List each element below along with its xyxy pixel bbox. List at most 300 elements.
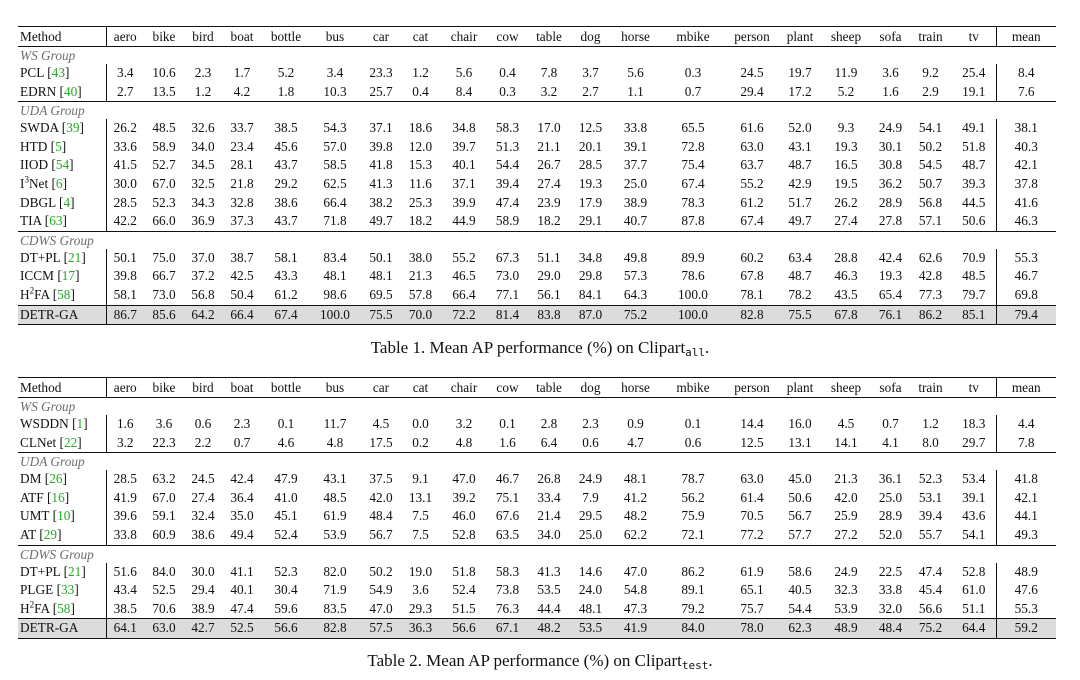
value-cell: 42.0 <box>369 489 393 505</box>
value-cell: 56.7 <box>369 526 393 542</box>
value-cell: 18.2 <box>408 213 433 229</box>
table-2-caption <box>0 650 1080 674</box>
value-cell: 23.4 <box>230 138 254 154</box>
value-cell: 43.7 <box>274 157 298 173</box>
value-cell: 27.4 <box>834 213 858 229</box>
table-1-caption <box>0 337 1080 361</box>
method-cell: PCL [43] <box>18 64 106 83</box>
value-cell: 8.0 <box>922 434 939 450</box>
value-cell: 41.2 <box>623 489 648 505</box>
value-cell: 24.5 <box>191 471 215 487</box>
header-mean: mean <box>996 27 1056 47</box>
value-cell: 63.0 <box>740 138 764 154</box>
header-cow: cow <box>496 380 519 395</box>
value-cell: 37.3 <box>230 213 254 229</box>
citation-link[interactable]: 39 <box>66 120 80 136</box>
value-cell: 0.9 <box>627 416 644 431</box>
value-cell: 1.8 <box>277 83 295 99</box>
value-cell: 28.9 <box>878 508 903 524</box>
value-cell: 53.5 <box>578 620 603 636</box>
value-cell: 19.7 <box>788 65 812 80</box>
citation-link[interactable]: 5 <box>55 138 62 154</box>
citation-link[interactable]: 29 <box>43 526 58 542</box>
value-cell: 9.1 <box>412 471 429 487</box>
value-cell: 38.1 <box>996 119 1056 138</box>
citation-link[interactable]: 10 <box>57 508 71 524</box>
value-cell: 48.1 <box>623 471 648 487</box>
value-cell: 67.1 <box>495 620 520 636</box>
header-boat: boat <box>230 380 254 395</box>
value-cell: 0.7 <box>684 83 702 99</box>
value-cell: 2.7 <box>116 83 134 99</box>
value-cell: 4.8 <box>455 434 473 450</box>
value-cell: 5.6 <box>455 65 473 80</box>
caption-text: Table 1. Mean AP performance (%) on Clipart <box>370 338 686 357</box>
citation-link[interactable]: 58 <box>57 286 71 302</box>
value-cell: 48.2 <box>623 508 648 524</box>
value-cell: 41.9 <box>623 620 648 636</box>
value-cell: 44.4 <box>537 600 561 616</box>
header-mbike: mbike <box>676 29 710 44</box>
value-cell: 67.8 <box>740 268 764 284</box>
value-cell: 56.6 <box>918 600 943 616</box>
value-cell: 56.6 <box>452 620 476 636</box>
caption-subscript: test <box>681 659 709 672</box>
value-cell: 19.5 <box>834 175 858 191</box>
value-cell: 42.4 <box>878 249 903 265</box>
table-row <box>18 286 1056 305</box>
value-cell: 63.0 <box>740 471 764 487</box>
header-method: Method <box>18 378 106 398</box>
value-cell: 21.3 <box>834 471 858 487</box>
value-cell: 4.7 <box>627 434 644 450</box>
value-cell: 67.8 <box>834 306 858 322</box>
method-cell: DM [26] <box>18 470 106 489</box>
header-car: car <box>372 380 390 395</box>
value-cell: 51.8 <box>452 563 476 579</box>
value-cell: 0.6 <box>194 416 212 431</box>
value-cell: 49.1 <box>962 120 986 136</box>
value-cell: 13.5 <box>152 83 176 99</box>
value-cell: 82.8 <box>740 306 764 322</box>
header-mean: mean <box>996 378 1056 398</box>
header-horse: horse <box>621 380 650 395</box>
value-cell: 79.2 <box>681 600 705 616</box>
value-cell: 33.7 <box>230 120 254 136</box>
value-cell: 3.7 <box>582 65 599 80</box>
value-cell: 37.5 <box>369 471 393 487</box>
value-cell: 53.4 <box>962 471 986 487</box>
method-name: IIOD <box>20 157 49 173</box>
value-cell: 42.2 <box>113 213 137 229</box>
value-cell: 71.9 <box>323 582 347 598</box>
method-name-tail: FA <box>34 286 50 302</box>
value-cell: 4.6 <box>277 434 295 450</box>
value-cell: 29.7 <box>962 434 986 450</box>
value-cell: 58.9 <box>495 213 520 229</box>
value-cell: 48.1 <box>369 268 393 284</box>
value-cell: 29.0 <box>537 268 561 284</box>
value-cell: 42.5 <box>230 268 254 284</box>
table-row <box>18 249 1056 268</box>
header-train: train <box>918 29 943 44</box>
group-label: CDWS Group <box>20 232 94 248</box>
value-cell: 47.4 <box>495 194 520 210</box>
method-name: I <box>20 175 25 191</box>
value-cell: 51.1 <box>962 600 986 616</box>
value-cell: 32.0 <box>878 600 903 616</box>
value-cell: 46.5 <box>452 268 476 284</box>
value-cell: 2.3 <box>582 416 599 431</box>
value-cell: 0.3 <box>499 83 516 99</box>
value-cell: 75.4 <box>681 157 705 173</box>
value-cell: 43.1 <box>323 471 347 487</box>
method-name: DT+PL <box>20 563 61 579</box>
value-cell: 46.0 <box>452 508 476 524</box>
citation-link[interactable]: 4 <box>63 194 71 210</box>
header-plant: plant <box>786 380 814 395</box>
value-cell: 75.5 <box>369 306 393 322</box>
group-header-row <box>18 398 1056 416</box>
value-cell: 13.1 <box>788 434 812 450</box>
value-cell: 87.8 <box>681 213 705 229</box>
value-cell: 89.1 <box>681 582 705 598</box>
value-cell: 29.3 <box>408 600 433 616</box>
group-label: WS Group <box>20 48 76 63</box>
value-cell: 48.9 <box>996 563 1056 582</box>
value-cell: 3.2 <box>540 83 558 99</box>
caption-period: . <box>705 338 710 357</box>
method-name: DBGL <box>20 194 56 210</box>
method-name-tail: FA <box>34 600 50 616</box>
value-cell: 0.0 <box>412 416 429 431</box>
value-cell: 44.1 <box>996 507 1056 526</box>
table-row <box>18 64 1056 83</box>
value-cell: 0.1 <box>277 416 295 431</box>
value-cell: 44.5 <box>962 194 986 210</box>
value-cell: 7.5 <box>412 508 429 524</box>
value-cell: 38.9 <box>191 600 215 616</box>
header-bird: bird <box>192 380 214 395</box>
citation-link[interactable]: 17 <box>61 268 76 284</box>
value-cell: 49.3 <box>996 526 1056 545</box>
value-cell: 85.6 <box>152 306 176 322</box>
value-cell: 11.9 <box>834 65 858 80</box>
value-cell: 19.1 <box>962 83 986 99</box>
value-cell: 14.6 <box>578 563 603 579</box>
value-cell: 3.6 <box>882 65 899 80</box>
value-cell: 52.5 <box>152 582 176 598</box>
value-cell: 46.3 <box>996 212 1056 231</box>
value-cell: 61.6 <box>740 120 764 136</box>
value-cell: 4.8 <box>326 434 344 450</box>
value-cell: 16.5 <box>834 157 858 173</box>
header-person: person <box>734 380 770 395</box>
value-cell: 60.9 <box>152 526 176 542</box>
value-cell: 58.3 <box>495 120 520 136</box>
value-cell: 41.8 <box>369 157 393 173</box>
value-cell: 56.7 <box>788 508 812 524</box>
citation-link[interactable]: 58 <box>57 600 71 616</box>
value-cell: 29.5 <box>578 508 603 524</box>
value-cell: 18.3 <box>962 416 986 431</box>
value-cell: 39.1 <box>623 138 648 154</box>
value-cell: 50.6 <box>788 489 812 505</box>
value-cell: 11.7 <box>323 416 347 431</box>
value-cell: 33.4 <box>537 489 561 505</box>
value-cell: 42.0 <box>834 489 858 505</box>
group-header-row <box>18 231 1056 249</box>
value-cell: 41.9 <box>113 489 137 505</box>
value-cell: 37.1 <box>452 175 476 191</box>
citation-link[interactable]: 54 <box>55 157 70 173</box>
header-horse: horse <box>621 29 650 44</box>
header-plant: plant <box>786 29 814 44</box>
value-cell: 62.3 <box>788 620 812 636</box>
value-cell: 4.2 <box>233 83 251 99</box>
value-cell: 82.8 <box>323 620 347 636</box>
citation-link[interactable]: 33 <box>61 582 75 598</box>
method-cell: WSDDN [1] <box>18 415 106 434</box>
value-cell: 43.4 <box>113 582 137 598</box>
value-cell: 25.0 <box>623 175 648 191</box>
value-cell: 7.8 <box>996 434 1056 453</box>
method-name: DETR-GA <box>20 620 79 636</box>
value-cell: 5.2 <box>837 83 855 99</box>
value-cell: 56.8 <box>191 286 215 302</box>
citation-link[interactable]: 6 <box>55 175 63 191</box>
value-cell: 47.4 <box>230 600 254 616</box>
value-cell: 63.7 <box>740 157 764 173</box>
header-bus: bus <box>325 380 345 395</box>
value-cell: 23.3 <box>369 65 393 80</box>
header-method: Method <box>18 27 106 47</box>
value-cell: 47.0 <box>452 471 476 487</box>
value-cell: 1.1 <box>627 83 644 99</box>
value-cell: 18.6 <box>408 120 433 136</box>
value-cell: 76.3 <box>495 600 520 616</box>
value-cell: 48.5 <box>323 489 347 505</box>
value-cell: 63.4 <box>788 249 812 265</box>
citation-link[interactable]: 63 <box>49 213 63 229</box>
value-cell: 75.7 <box>740 600 764 616</box>
value-cell: 70.9 <box>962 249 986 265</box>
results-table-clipart-all <box>18 26 1056 325</box>
table-row <box>18 212 1056 231</box>
value-cell: 36.3 <box>408 620 433 636</box>
header-sofa: sofa <box>879 380 902 395</box>
value-cell: 39.7 <box>452 138 476 154</box>
value-cell: 2.9 <box>922 83 939 99</box>
method-cell: $H^2FA$ [58] <box>18 286 106 305</box>
results-table-clipart-test <box>18 377 1056 639</box>
value-cell: 76.1 <box>878 306 903 322</box>
value-cell: 77.2 <box>740 526 764 542</box>
value-cell: 19.0 <box>408 563 433 579</box>
value-cell: 66.4 <box>323 194 347 210</box>
value-cell: 50.4 <box>230 286 254 302</box>
value-cell: 24.9 <box>834 563 858 579</box>
header-mbike: mbike <box>676 380 710 395</box>
value-cell: 66.7 <box>152 268 176 284</box>
value-cell: 100.0 <box>320 306 350 322</box>
value-cell: 38.5 <box>113 600 137 616</box>
citation-link[interactable]: 26 <box>49 471 63 487</box>
method-cell: AT [29] <box>18 526 106 545</box>
value-cell: 36.1 <box>878 471 903 487</box>
value-cell: 9.3 <box>837 120 855 136</box>
value-cell: 52.7 <box>152 157 176 173</box>
value-cell: 100.0 <box>678 306 708 322</box>
value-cell: 66.4 <box>452 286 476 302</box>
value-cell: 52.8 <box>452 526 476 542</box>
value-cell: 24.5 <box>740 65 764 80</box>
group-label: UDA Group <box>20 103 85 119</box>
value-cell: 7.8 <box>540 65 558 80</box>
citation-link[interactable]: 16 <box>51 489 65 505</box>
value-cell: 39.8 <box>113 268 137 284</box>
method-cell: EDRN [40] <box>18 83 106 102</box>
value-cell: 33.8 <box>623 120 648 136</box>
value-cell: 37.2 <box>191 268 215 284</box>
value-cell: 0.4 <box>412 83 429 99</box>
value-cell: 56.6 <box>274 620 298 636</box>
value-cell: 45.6 <box>274 138 298 154</box>
value-cell: 39.6 <box>113 508 137 524</box>
value-cell: 42.7 <box>191 620 215 636</box>
method-name: ICCM <box>20 268 54 284</box>
value-cell: 2.2 <box>194 434 212 450</box>
value-cell: 39.9 <box>452 194 476 210</box>
citation-link[interactable]: 21 <box>68 249 82 265</box>
value-cell: 87.0 <box>578 306 603 322</box>
value-cell: 29.1 <box>578 213 603 229</box>
header-bike: bike <box>152 380 176 395</box>
value-cell: 15.3 <box>408 157 433 173</box>
value-cell: 24.9 <box>578 471 603 487</box>
value-cell: 40.7 <box>623 213 648 229</box>
value-cell: 38.6 <box>191 526 215 542</box>
method-cell: CLNet [22] <box>18 434 106 453</box>
value-cell: 86.2 <box>918 306 943 322</box>
value-cell: 29.8 <box>578 268 603 284</box>
value-cell: 53.9 <box>834 600 858 616</box>
value-cell: 69.5 <box>369 286 393 302</box>
value-cell: 4.5 <box>372 416 390 431</box>
value-cell: 48.4 <box>369 508 393 524</box>
header-table: table <box>536 380 562 395</box>
value-cell: 52.0 <box>878 526 903 542</box>
method-cell: TIA [63] <box>18 212 106 231</box>
citation-link[interactable]: 1 <box>76 416 84 431</box>
value-cell: 39.4 <box>495 175 520 191</box>
value-cell: 54.4 <box>495 157 520 173</box>
citation-link[interactable]: 40 <box>63 83 78 99</box>
value-cell: 60.2 <box>740 249 764 265</box>
value-cell: 41.5 <box>113 157 137 173</box>
citation-link[interactable]: 43 <box>51 65 65 80</box>
value-cell: 84.0 <box>681 620 705 636</box>
header-bottle: bottle <box>270 29 302 44</box>
value-cell: 25.4 <box>962 65 986 80</box>
header-dog: dog <box>580 29 601 44</box>
value-cell: 84.1 <box>578 286 603 302</box>
group-label: CDWS Group <box>20 546 94 562</box>
value-cell: 58.1 <box>113 286 137 302</box>
value-cell: 29.4 <box>191 582 215 598</box>
value-cell: 47.0 <box>623 563 648 579</box>
table-1-wrapper <box>18 26 1056 325</box>
citation-link[interactable]: 22 <box>63 434 78 450</box>
value-cell: 2.7 <box>582 83 599 99</box>
value-cell: 62.6 <box>918 249 943 265</box>
value-cell: 0.6 <box>684 434 702 450</box>
table-row <box>18 434 1056 453</box>
value-cell: 26.8 <box>537 471 561 487</box>
value-cell: 5.6 <box>627 65 644 80</box>
value-cell: 0.4 <box>499 65 516 80</box>
value-cell: 100.0 <box>678 286 708 302</box>
value-cell: 28.8 <box>834 249 858 265</box>
group-header-row <box>18 47 1056 65</box>
value-cell: 3.2 <box>455 416 473 431</box>
value-cell: 70.6 <box>152 600 176 616</box>
value-cell: 26.2 <box>834 194 858 210</box>
value-cell: 46.7 <box>495 471 520 487</box>
value-cell: 30.8 <box>878 157 903 173</box>
value-cell: 50.1 <box>369 249 393 265</box>
value-cell: 40.1 <box>230 582 254 598</box>
value-cell: 41.1 <box>230 563 254 579</box>
value-cell: 22.5 <box>878 563 903 579</box>
citation-link[interactable]: 21 <box>68 563 82 579</box>
method-name: CLNet <box>20 434 57 450</box>
value-cell: 25.3 <box>408 194 433 210</box>
value-cell: 70.5 <box>740 508 764 524</box>
method-cell: IIOD [54] <box>18 156 106 175</box>
value-cell: 28.5 <box>113 471 137 487</box>
value-cell: 9.2 <box>922 65 939 80</box>
method-name: TIA <box>20 213 42 229</box>
value-cell: 73.8 <box>495 582 520 598</box>
method-superscript: 3 <box>24 174 29 185</box>
value-cell: 3.6 <box>155 416 173 431</box>
value-cell: 72.8 <box>681 138 705 154</box>
value-cell: 54.8 <box>623 582 648 598</box>
value-cell: 61.9 <box>323 508 347 524</box>
value-cell: 47.9 <box>274 471 298 487</box>
value-cell: 54.4 <box>788 600 812 616</box>
value-cell: 37.7 <box>623 157 648 173</box>
table-row <box>18 581 1056 600</box>
value-cell: 64.2 <box>191 306 215 322</box>
value-cell: 3.2 <box>116 434 134 450</box>
method-name: HTD <box>20 138 48 154</box>
value-cell: 32.5 <box>191 175 215 191</box>
value-cell: 42.9 <box>788 175 812 191</box>
value-cell: 51.8 <box>962 138 986 154</box>
value-cell: 17.2 <box>788 83 812 99</box>
value-cell: 66.0 <box>152 213 176 229</box>
value-cell: 43.1 <box>788 138 812 154</box>
value-cell: 3.6 <box>412 582 429 598</box>
value-cell: 58.1 <box>274 249 298 265</box>
table-row <box>18 175 1056 194</box>
value-cell: 85.1 <box>962 306 986 322</box>
value-cell: 78.7 <box>681 471 705 487</box>
value-cell: 22.3 <box>152 434 176 450</box>
value-cell: 8.4 <box>996 64 1056 83</box>
